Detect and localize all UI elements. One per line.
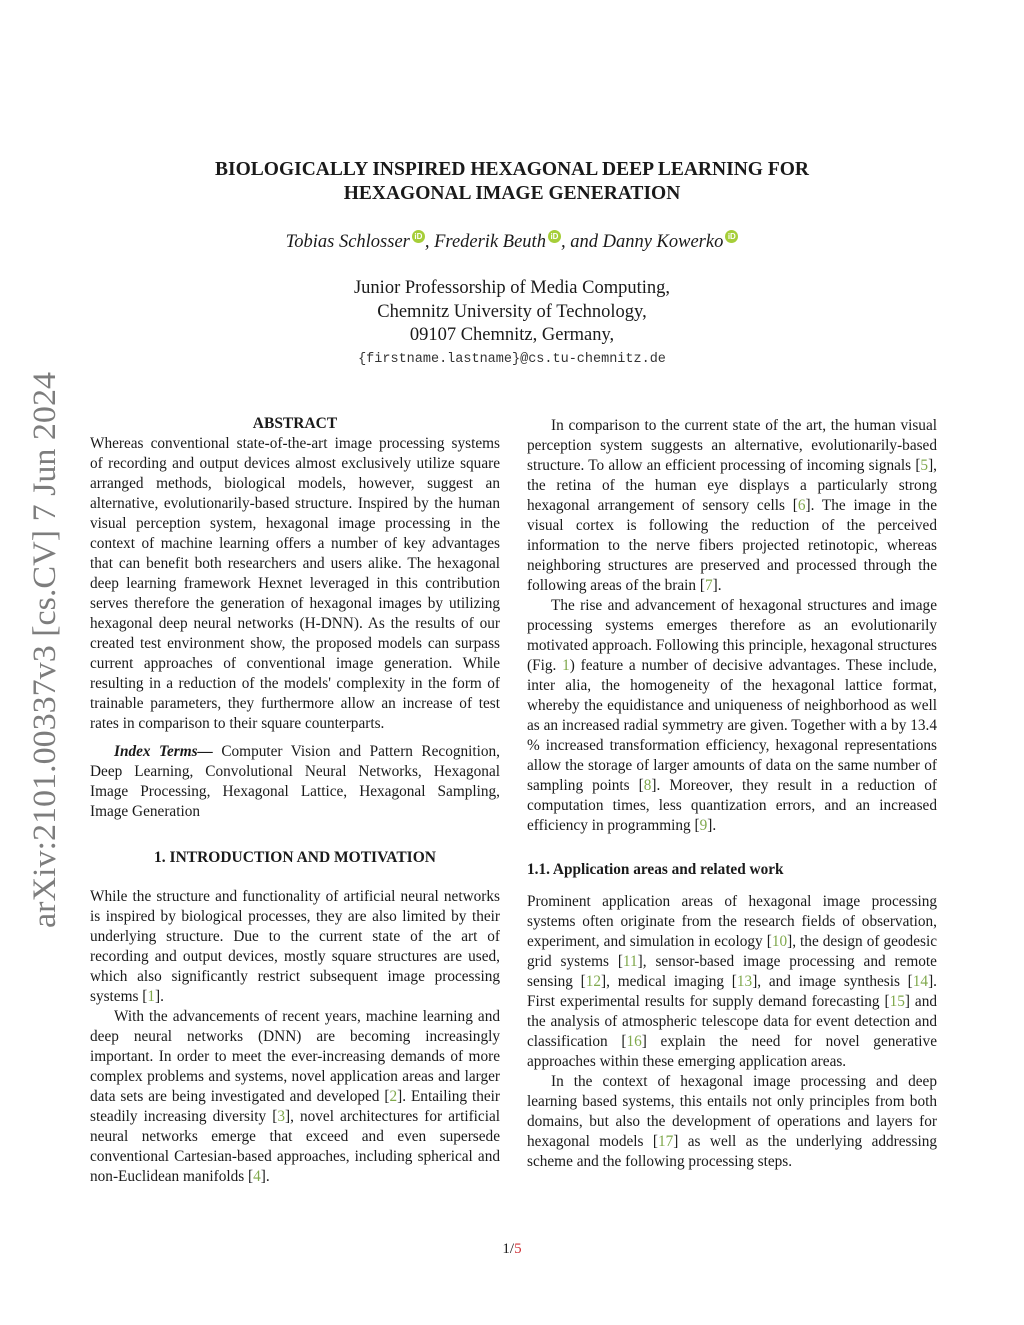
affiliation-line-2: Chemnitz University of Technology, — [377, 301, 647, 322]
text-run: ]. First experimental results for supply demand forecasting [ — [527, 973, 937, 1010]
text-run: ], the retina of the human eye displays a particularly strong hexagonal arrangement of sensory cells [ — [527, 457, 937, 514]
text-run: ] and the analysis of atmospheric telescope data for event detection and classification [ — [527, 993, 937, 1050]
related-work-paragraph-1 — [527, 892, 937, 1072]
citation-link[interactable]: 12 — [585, 973, 602, 990]
index-terms — [90, 742, 500, 822]
related-work-paragraph-2 — [527, 1072, 937, 1172]
text-run: ]. Entailing their steadily increasing diversity [ — [90, 1088, 500, 1125]
author-separator: , and — [560, 232, 603, 252]
affiliation — [130, 277, 894, 348]
intro-paragraph-3 — [527, 416, 937, 596]
right-column — [527, 416, 937, 1172]
email-address: {firstname.lastname}@cs.tu-chemnitz.de — [358, 352, 666, 367]
arxiv-id: arXiv:2101.00337v3 [cs.CV] 7 Jun 2024 — [27, 389, 63, 928]
text-run: ]. The image in the visual cortex is following the reduction of the perceived information to the nerve fibers projected retinotopic, whereas neighboring structures are preserved and processed through the following areas of the brain [ — [527, 497, 938, 594]
title-line-1: BIOLOGICALLY INSPIRED HEXAGONAL DEEP LEARNING FOR — [215, 159, 809, 180]
intro-paragraph-1 — [90, 887, 500, 1007]
text-run: ], and image synthesis [ — [752, 973, 913, 990]
citation-link[interactable]: 2 — [389, 1088, 398, 1105]
text-run: ], sensor-based image processing and remote sensing [ — [527, 953, 937, 990]
author-list — [130, 230, 894, 254]
affiliation-line-3: 09107 Chemnitz, Germany, — [409, 325, 615, 345]
text-run: ]. — [712, 577, 722, 594]
orcid-icon[interactable]: iD — [412, 230, 425, 243]
citation-link[interactable]: 1 — [147, 988, 156, 1005]
page-total-link[interactable]: 5 — [514, 1241, 522, 1257]
arxiv-stamp — [22, 370, 66, 930]
text-run: ] as well as the underlying addressing scheme and the following processing steps. — [527, 1133, 938, 1170]
intro-paragraph-4 — [527, 596, 937, 836]
text-run: ]. — [707, 817, 717, 834]
text-run: While the structure and functionality of artificial neural networks is inspired by biological processes, they are also limited by their underlying structure. Due to the current state of the art of recording and output devices, mostly square structures are used, which also significantly restrict subsequent image processing systems [ — [90, 888, 500, 1005]
author-3: Danny Kowerko — [602, 232, 724, 252]
citation-link[interactable]: 8 — [643, 777, 652, 794]
text-run: ) feature a number of decisive advantages. These include, inter alia, the homogeneity of the hexagonal lattice format, whereby the equidistance and uniqueness of neighborhood as well as an increased radial symmetry are given. Together with a by 13.4 % increased transformation efficiency, hexagonal representations allow the storage of larger amounts of data on the same number of sampling points [ — [527, 657, 937, 794]
author-separator: , — [424, 232, 435, 252]
text-run: ], medical imaging [ — [601, 973, 737, 990]
citation-link[interactable]: 11 — [622, 953, 638, 970]
affiliation-line-1: Junior Professorship of Media Computing, — [353, 278, 671, 298]
text-run: In the context of hexagonal image processing and deep learning based systems, this entails not only principles from both domains, but also the development of operations and layers for hexagonal models [ — [527, 1073, 937, 1150]
text-run: ] explain the need for novel generative approaches within these emerging application areas. — [527, 1033, 937, 1070]
orcid-icon[interactable]: iD — [548, 230, 561, 243]
citation-link[interactable]: 3 — [277, 1108, 285, 1125]
index-terms-label: Index Terms— — [114, 743, 213, 760]
text-run: The rise and advancement of hexagonal structures and image processing systems emerges therefore as an evolutionarily motivated approach. Following this principle, hexagonal structures (Fig. — [527, 597, 937, 674]
author-2: Frederik Beuth — [434, 232, 546, 252]
intro-paragraph-2 — [90, 1007, 500, 1187]
left-column — [90, 414, 500, 1187]
section-1-heading: 1. INTRODUCTION AND MOTIVATION — [154, 849, 436, 866]
citation-link[interactable]: 15 — [889, 993, 905, 1010]
subsection-1-1-heading: 1.1. Application areas and related work — [527, 861, 784, 878]
citation-link[interactable]: 6 — [797, 497, 806, 514]
page-current: 1/ — [502, 1241, 515, 1257]
paper-title — [130, 158, 894, 206]
citation-link[interactable]: 14 — [912, 973, 929, 990]
orcid-icon[interactable]: iD — [725, 230, 738, 243]
author-1: Tobias Schlosser — [285, 232, 410, 252]
citation-link[interactable]: 17 — [657, 1133, 674, 1150]
citation-link[interactable]: 10 — [771, 933, 788, 950]
arxiv-stamp-svg — [22, 370, 66, 930]
title-line-2: HEXAGONAL IMAGE GENERATION — [343, 183, 681, 204]
text-run: ]. Moreover, they result in a reduction of computation times, less quantization errors, and an increased efficiency in programming [ — [527, 777, 938, 834]
page-number — [0, 1241, 1024, 1258]
citation-link[interactable]: 13 — [736, 973, 753, 990]
text-run: With the advancements of recent years, machine learning and deep neural networks (DNN) are becoming increasingly important. In order to meet the ever-increasing demands of more complex problems and systems, novel application areas and larger data sets are being investigated and developed [ — [90, 1008, 500, 1105]
index-terms-text: Computer Vision and Pattern Recognition, Deep Learning, Convolutional Neural Networks, Hexagonal Image Processing, Hexagonal Lattice, Hexagonal Sampling, Image Generation — [90, 743, 501, 820]
text-run: ], novel architectures for artificial neural networks emerge that exceed and even supersede conventional Cartesian-based approaches, including spherical and non-Euclidean manifolds [ — [90, 1108, 500, 1185]
text-run: ]. — [260, 1168, 270, 1185]
abstract-heading: ABSTRACT — [252, 415, 338, 432]
citation-link[interactable]: 5 — [920, 457, 929, 474]
text-run: Prominent application areas of hexagonal image processing systems often originate from the research fields of observation, experiment, and simulation in ecology [ — [527, 893, 937, 950]
figure-link[interactable]: 1 — [562, 657, 570, 674]
citation-link[interactable]: 16 — [626, 1033, 642, 1050]
text-run: ], the design of geodesic grid systems [ — [527, 933, 937, 970]
text-run: In comparison to the current state of the art, the human visual perception system suggests an alternative, evolutionarily-based structure. To allow an efficient processing of incoming signals [ — [527, 417, 937, 474]
abstract-text: Whereas conventional state-of-the-art image processing systems of recording and output devices almost exclusively utilize square arranged methods, biological models, however, suggest an alternative, evolutionarily-based structure. Inspired by the human visual perception system, hexagonal image processing in the context of machine learning offers a number of key advantages that can benefit both researchers and users alike. The hexagonal deep learning framework Hexnet leveraged in this contribution serves therefore the generation of hexagonal images by utilizing hexagonal deep neural networks (H-DNN). As the results of our created test environment show, the proposed models can surpass current approaches of conventional image generation. While resulting in a reduction of the models' complexity in the form of trainable parameters, they furthermore allow an increase of test rates in comparison to their square counterparts. — [90, 435, 500, 732]
citation-link[interactable]: 9 — [699, 817, 708, 834]
text-run: ]. — [155, 988, 164, 1005]
citation-link[interactable]: 4 — [253, 1168, 261, 1185]
citation-link[interactable]: 7 — [704, 577, 713, 594]
